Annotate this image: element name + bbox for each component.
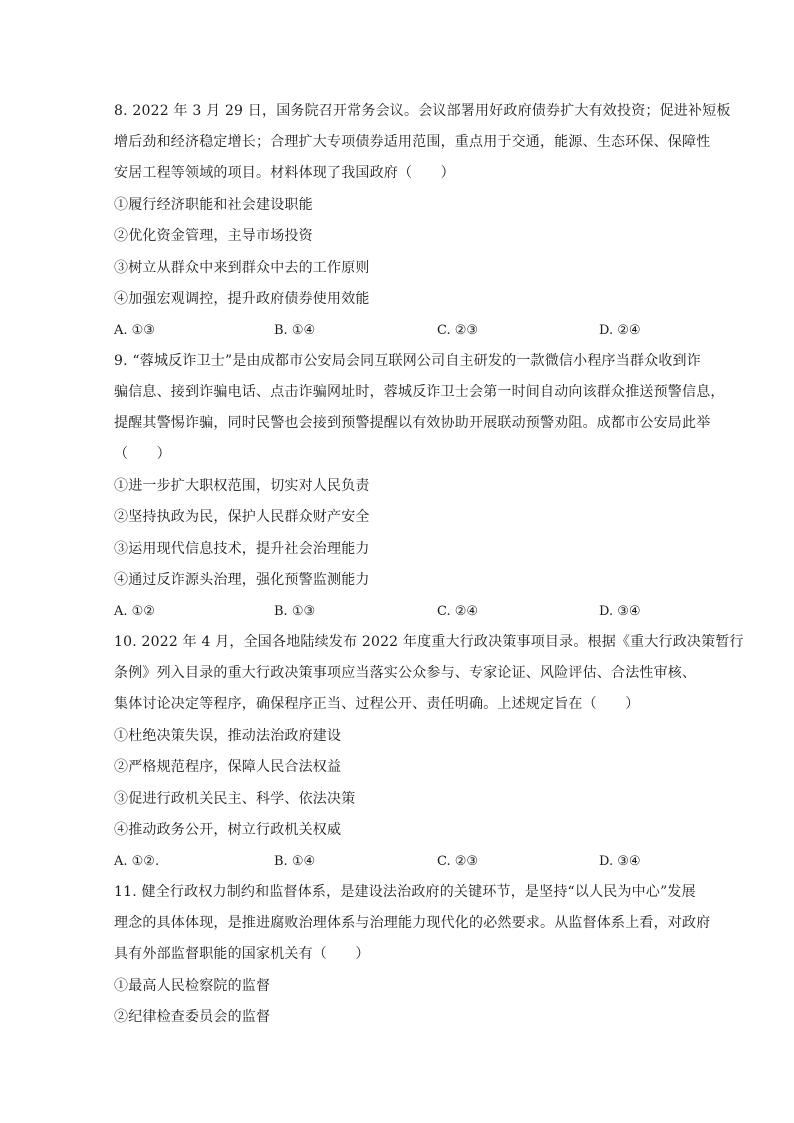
question-11-item-1: ①最高人民检察院的监督	[114, 978, 271, 994]
question-8-stem-line-1: 8. 2022 年 3 月 29 日，国务院召开常务会议。会议部署用好政府债券扩大有效投资；促进补短板	[114, 103, 731, 119]
question-10-option-a: A. ①②.	[114, 854, 160, 869]
question-8-option-c: C. ②③	[437, 323, 479, 338]
question-11-stem-line-3: 具有外部监督职能的国家机关有（ ）	[114, 946, 370, 962]
question-9-option-c: C. ②④	[437, 604, 479, 619]
question-9-stem-line-1: 9. “蓉城反诈卫士”是由成都市公安局会同互联网公司自主研发的一款微信小程序当群众收到诈	[114, 353, 701, 369]
question-9-item-4: ④通过反诈源头治理，强化预警监测能力	[114, 572, 370, 588]
question-8-item-4: ④加强宏观调控，提升政府债券使用效能	[114, 291, 370, 307]
question-11-stem-line-1: 11. 健全行政权力制约和监督体系，是建设法治政府的关键环节，是坚持“以人民为中心”发展	[114, 884, 696, 900]
question-8-option-a: A. ①③	[114, 323, 155, 338]
question-9-item-2: ②坚持执政为民，保护人民群众财产安全	[114, 509, 370, 525]
question-10-item-3: ③促进行政机关民主、科学、依法决策	[114, 791, 356, 807]
question-11-item-2: ②纪律检查委员会的监督	[114, 1009, 271, 1025]
question-10-item-4: ④推动政务公开，树立行政机关权威	[114, 822, 342, 838]
question-9-option-b: B. ①③	[274, 604, 316, 619]
question-11-stem-line-2: 理念的具体体现，是推进腐败治理体系与治理能力现代化的必然要求。从监督体系上看，对政府	[114, 915, 711, 931]
question-10-stem-line-2: 条例》列入目录的重大行政决策事项应当落实公众参与、专家论证、风险评估、合法性审核、	[114, 665, 697, 681]
question-8-option-d: D. ②④	[599, 323, 641, 338]
question-10-option-b: B. ①④	[274, 854, 316, 869]
question-9-stem-line-3: 提醒其警惕诈骗，同时民警也会接到预警提醒以有效协助开展联动预警劝阻。成都市公安局此举	[114, 415, 711, 431]
question-8-item-3: ③树立从群众中来到群众中去的工作原则	[114, 260, 370, 276]
question-10-stem-line-3: 集体讨论决定等程序，确保程序正当、过程公开、责任明确。上述规定旨在（ ）	[114, 696, 640, 712]
question-9-stem-line-4: （ ）	[114, 446, 171, 462]
question-9-item-1: ①进一步扩大职权范围，切实对人民负责	[114, 478, 370, 494]
question-8-stem-line-3: 安居工程等领域的项目。材料体现了我国政府（ ）	[114, 165, 455, 181]
question-9-option-a: A. ①②	[114, 604, 155, 619]
question-10-option-d: D. ③④	[599, 854, 641, 869]
question-10-option-c: C. ②③	[437, 854, 479, 869]
question-8-option-b: B. ①④	[274, 323, 316, 338]
question-9-option-d: D. ③④	[599, 604, 641, 619]
question-10-stem-line-1: 10. 2022 年 4 月，全国各地陆续发布 2022 年度重大行政决策事项目录。根据《重大行政决策暂行	[114, 634, 744, 650]
question-10-item-2: ②严格规范程序，保障人民合法权益	[114, 759, 342, 775]
question-8-stem-line-2: 增后劲和经济稳定增长；合理扩大专项债券适用范围，重点用于交通，能源、生态环保、保障性	[114, 134, 711, 150]
question-9-item-3: ③运用现代信息技术，提升社会治理能力	[114, 541, 370, 557]
question-8-item-2: ②优化资金管理，主导市场投资	[114, 228, 313, 244]
question-10-item-1: ①杜绝决策失误，推动法治政府建设	[114, 728, 342, 744]
question-9-stem-line-2: 骗信息、接到诈骗电话、点击诈骗网址时，蓉城反诈卫士会第一时间自动向该群众推送预警信息，	[114, 384, 725, 400]
question-8-item-1: ①履行经济职能和社会建设职能	[114, 197, 313, 213]
